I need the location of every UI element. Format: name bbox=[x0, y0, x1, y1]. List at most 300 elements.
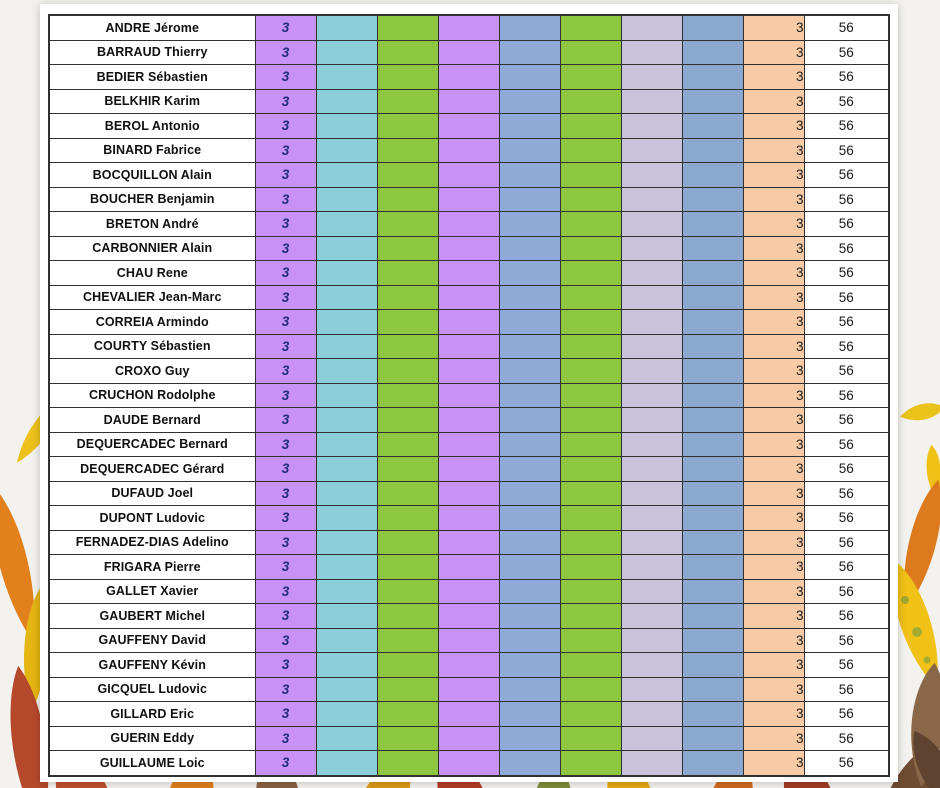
col-blue-2-cell bbox=[682, 15, 743, 40]
col-purple-2-cell bbox=[438, 89, 499, 114]
bonus-cell: 3 bbox=[743, 457, 804, 482]
col-lavender-cell bbox=[621, 457, 682, 482]
col-green-1-cell bbox=[377, 432, 438, 457]
col-purple-2-cell bbox=[438, 432, 499, 457]
total-cell: 56 bbox=[804, 726, 889, 751]
col-blue-2-cell bbox=[682, 677, 743, 702]
col-purple-2-cell bbox=[438, 457, 499, 482]
col-blue-2-cell bbox=[682, 114, 743, 139]
bonus-cell: 3 bbox=[743, 432, 804, 457]
total-cell: 56 bbox=[804, 579, 889, 604]
table-row bbox=[49, 555, 889, 580]
total-cell: 56 bbox=[804, 653, 889, 678]
col-blue-2-cell bbox=[682, 506, 743, 531]
col-blue-2-cell bbox=[682, 40, 743, 65]
name-cell: GUILLAUME Loic bbox=[49, 751, 255, 776]
name-cell: BRETON André bbox=[49, 212, 255, 237]
name-cell: GUERIN Eddy bbox=[49, 726, 255, 751]
col-green-1-cell bbox=[377, 334, 438, 359]
col-green-1-cell bbox=[377, 359, 438, 384]
name-cell: DEQUERCADEC Bernard bbox=[49, 432, 255, 457]
col-blue-1-cell bbox=[499, 751, 560, 776]
col-teal-cell bbox=[316, 530, 377, 555]
total-cell: 56 bbox=[804, 359, 889, 384]
col-teal-cell bbox=[316, 653, 377, 678]
name-cell: DUPONT Ludovic bbox=[49, 506, 255, 531]
col-lavender-cell bbox=[621, 261, 682, 286]
col-green-2-cell bbox=[560, 65, 621, 90]
col-blue-1-cell bbox=[499, 212, 560, 237]
col-green-2-cell bbox=[560, 628, 621, 653]
bonus-cell: 3 bbox=[743, 481, 804, 506]
total-cell: 56 bbox=[804, 163, 889, 188]
total-cell: 56 bbox=[804, 114, 889, 139]
col-blue-1-cell bbox=[499, 383, 560, 408]
col-blue-2-cell bbox=[682, 530, 743, 555]
col-purple-2-cell bbox=[438, 40, 499, 65]
col-blue-1-cell bbox=[499, 432, 560, 457]
points-cell: 3 bbox=[255, 163, 316, 188]
col-blue-1-cell bbox=[499, 555, 560, 580]
col-blue-2-cell bbox=[682, 604, 743, 629]
col-blue-1-cell bbox=[499, 702, 560, 727]
col-teal-cell bbox=[316, 506, 377, 531]
col-green-2-cell bbox=[560, 408, 621, 433]
col-green-1-cell bbox=[377, 89, 438, 114]
col-blue-2-cell bbox=[682, 261, 743, 286]
col-teal-cell bbox=[316, 628, 377, 653]
bonus-cell: 3 bbox=[743, 506, 804, 531]
col-blue-2-cell bbox=[682, 187, 743, 212]
bonus-cell: 3 bbox=[743, 677, 804, 702]
bonus-cell: 3 bbox=[743, 334, 804, 359]
col-purple-2-cell bbox=[438, 677, 499, 702]
col-green-1-cell bbox=[377, 726, 438, 751]
points-cell: 3 bbox=[255, 604, 316, 629]
col-teal-cell bbox=[316, 138, 377, 163]
name-cell: BOUCHER Benjamin bbox=[49, 187, 255, 212]
points-cell: 3 bbox=[255, 432, 316, 457]
col-lavender-cell bbox=[621, 726, 682, 751]
col-blue-1-cell bbox=[499, 653, 560, 678]
col-teal-cell bbox=[316, 261, 377, 286]
total-cell: 56 bbox=[804, 40, 889, 65]
col-lavender-cell bbox=[621, 40, 682, 65]
col-purple-2-cell bbox=[438, 114, 499, 139]
col-blue-1-cell bbox=[499, 15, 560, 40]
total-cell: 56 bbox=[804, 506, 889, 531]
total-cell: 56 bbox=[804, 236, 889, 261]
col-blue-2-cell bbox=[682, 334, 743, 359]
col-blue-2-cell bbox=[682, 457, 743, 482]
name-cell: DEQUERCADEC Gérard bbox=[49, 457, 255, 482]
table-row bbox=[49, 334, 889, 359]
col-lavender-cell bbox=[621, 187, 682, 212]
col-green-1-cell bbox=[377, 285, 438, 310]
col-green-2-cell bbox=[560, 579, 621, 604]
bonus-cell: 3 bbox=[743, 310, 804, 335]
col-green-2-cell bbox=[560, 726, 621, 751]
col-teal-cell bbox=[316, 408, 377, 433]
col-blue-2-cell bbox=[682, 163, 743, 188]
col-blue-2-cell bbox=[682, 285, 743, 310]
col-blue-2-cell bbox=[682, 432, 743, 457]
table-row bbox=[49, 65, 889, 90]
col-purple-2-cell bbox=[438, 530, 499, 555]
col-green-2-cell bbox=[560, 163, 621, 188]
col-teal-cell bbox=[316, 481, 377, 506]
total-cell: 56 bbox=[804, 555, 889, 580]
points-cell: 3 bbox=[255, 726, 316, 751]
points-cell: 3 bbox=[255, 653, 316, 678]
total-cell: 56 bbox=[804, 187, 889, 212]
name-cell: GALLET Xavier bbox=[49, 579, 255, 604]
col-green-1-cell bbox=[377, 653, 438, 678]
total-cell: 56 bbox=[804, 310, 889, 335]
col-green-2-cell bbox=[560, 212, 621, 237]
col-green-2-cell bbox=[560, 261, 621, 286]
col-purple-2-cell bbox=[438, 15, 499, 40]
points-cell: 3 bbox=[255, 212, 316, 237]
col-teal-cell bbox=[316, 751, 377, 776]
name-cell: CHEVALIER Jean-Marc bbox=[49, 285, 255, 310]
bonus-cell: 3 bbox=[743, 187, 804, 212]
col-blue-1-cell bbox=[499, 310, 560, 335]
col-lavender-cell bbox=[621, 285, 682, 310]
bonus-cell: 3 bbox=[743, 408, 804, 433]
table-row bbox=[49, 236, 889, 261]
table-row bbox=[49, 408, 889, 433]
col-green-1-cell bbox=[377, 751, 438, 776]
col-teal-cell bbox=[316, 604, 377, 629]
bonus-cell: 3 bbox=[743, 726, 804, 751]
table-row bbox=[49, 261, 889, 286]
bonus-cell: 3 bbox=[743, 628, 804, 653]
col-lavender-cell bbox=[621, 310, 682, 335]
col-green-2-cell bbox=[560, 236, 621, 261]
col-green-1-cell bbox=[377, 555, 438, 580]
col-blue-2-cell bbox=[682, 89, 743, 114]
col-teal-cell bbox=[316, 359, 377, 384]
points-cell: 3 bbox=[255, 457, 316, 482]
col-purple-2-cell bbox=[438, 481, 499, 506]
col-blue-1-cell bbox=[499, 65, 560, 90]
total-cell: 56 bbox=[804, 481, 889, 506]
col-purple-2-cell bbox=[438, 628, 499, 653]
col-teal-cell bbox=[316, 212, 377, 237]
col-green-2-cell bbox=[560, 334, 621, 359]
col-teal-cell bbox=[316, 40, 377, 65]
col-teal-cell bbox=[316, 285, 377, 310]
col-green-1-cell bbox=[377, 579, 438, 604]
col-lavender-cell bbox=[621, 432, 682, 457]
col-green-1-cell bbox=[377, 702, 438, 727]
col-green-1-cell bbox=[377, 114, 438, 139]
table-row bbox=[49, 40, 889, 65]
col-green-1-cell bbox=[377, 261, 438, 286]
name-cell: BOCQUILLON Alain bbox=[49, 163, 255, 188]
name-cell: BARRAUD Thierry bbox=[49, 40, 255, 65]
col-lavender-cell bbox=[621, 579, 682, 604]
table-row bbox=[49, 457, 889, 482]
col-teal-cell bbox=[316, 702, 377, 727]
points-cell: 3 bbox=[255, 702, 316, 727]
points-cell: 3 bbox=[255, 236, 316, 261]
col-blue-1-cell bbox=[499, 726, 560, 751]
points-cell: 3 bbox=[255, 408, 316, 433]
col-blue-2-cell bbox=[682, 751, 743, 776]
total-cell: 56 bbox=[804, 408, 889, 433]
bonus-cell: 3 bbox=[743, 236, 804, 261]
total-cell: 56 bbox=[804, 261, 889, 286]
table-row bbox=[49, 677, 889, 702]
points-cell: 3 bbox=[255, 89, 316, 114]
col-teal-cell bbox=[316, 726, 377, 751]
col-lavender-cell bbox=[621, 15, 682, 40]
name-cell: COURTY Sébastien bbox=[49, 334, 255, 359]
col-purple-2-cell bbox=[438, 187, 499, 212]
points-cell: 3 bbox=[255, 677, 316, 702]
bonus-cell: 3 bbox=[743, 163, 804, 188]
col-blue-1-cell bbox=[499, 236, 560, 261]
table-row bbox=[49, 359, 889, 384]
points-cell: 3 bbox=[255, 506, 316, 531]
points-cell: 3 bbox=[255, 481, 316, 506]
results-sheet bbox=[40, 4, 898, 782]
col-lavender-cell bbox=[621, 555, 682, 580]
col-lavender-cell bbox=[621, 138, 682, 163]
col-purple-2-cell bbox=[438, 163, 499, 188]
col-blue-1-cell bbox=[499, 579, 560, 604]
table-row bbox=[49, 726, 889, 751]
col-blue-1-cell bbox=[499, 457, 560, 482]
col-green-1-cell bbox=[377, 65, 438, 90]
col-blue-2-cell bbox=[682, 628, 743, 653]
col-lavender-cell bbox=[621, 653, 682, 678]
bonus-cell: 3 bbox=[743, 653, 804, 678]
table-row bbox=[49, 383, 889, 408]
name-cell: DUFAUD Joel bbox=[49, 481, 255, 506]
col-blue-1-cell bbox=[499, 89, 560, 114]
col-blue-1-cell bbox=[499, 506, 560, 531]
name-cell: BEDIER Sébastien bbox=[49, 65, 255, 90]
col-green-2-cell bbox=[560, 89, 621, 114]
col-teal-cell bbox=[316, 15, 377, 40]
name-cell: CARBONNIER Alain bbox=[49, 236, 255, 261]
table-row bbox=[49, 579, 889, 604]
col-green-2-cell bbox=[560, 751, 621, 776]
col-blue-2-cell bbox=[682, 236, 743, 261]
col-green-2-cell bbox=[560, 555, 621, 580]
table-row bbox=[49, 702, 889, 727]
col-blue-2-cell bbox=[682, 481, 743, 506]
table-row bbox=[49, 604, 889, 629]
col-blue-2-cell bbox=[682, 702, 743, 727]
col-lavender-cell bbox=[621, 604, 682, 629]
col-green-2-cell bbox=[560, 481, 621, 506]
col-blue-2-cell bbox=[682, 726, 743, 751]
col-green-1-cell bbox=[377, 163, 438, 188]
points-cell: 3 bbox=[255, 751, 316, 776]
name-cell: BEROL Antonio bbox=[49, 114, 255, 139]
col-lavender-cell bbox=[621, 383, 682, 408]
col-purple-2-cell bbox=[438, 702, 499, 727]
col-green-1-cell bbox=[377, 506, 438, 531]
col-green-2-cell bbox=[560, 285, 621, 310]
col-lavender-cell bbox=[621, 163, 682, 188]
table-row bbox=[49, 114, 889, 139]
table-row bbox=[49, 163, 889, 188]
col-green-1-cell bbox=[377, 212, 438, 237]
points-cell: 3 bbox=[255, 359, 316, 384]
table-row bbox=[49, 310, 889, 335]
total-cell: 56 bbox=[804, 604, 889, 629]
col-blue-2-cell bbox=[682, 310, 743, 335]
col-blue-2-cell bbox=[682, 138, 743, 163]
col-green-2-cell bbox=[560, 138, 621, 163]
total-cell: 56 bbox=[804, 15, 889, 40]
bonus-cell: 3 bbox=[743, 530, 804, 555]
points-cell: 3 bbox=[255, 187, 316, 212]
col-green-1-cell bbox=[377, 530, 438, 555]
col-purple-2-cell bbox=[438, 212, 499, 237]
col-lavender-cell bbox=[621, 212, 682, 237]
total-cell: 56 bbox=[804, 65, 889, 90]
col-blue-1-cell bbox=[499, 114, 560, 139]
col-purple-2-cell bbox=[438, 653, 499, 678]
total-cell: 56 bbox=[804, 628, 889, 653]
col-purple-2-cell bbox=[438, 261, 499, 286]
total-cell: 56 bbox=[804, 285, 889, 310]
name-cell: BINARD Fabrice bbox=[49, 138, 255, 163]
col-blue-2-cell bbox=[682, 653, 743, 678]
col-blue-1-cell bbox=[499, 285, 560, 310]
col-teal-cell bbox=[316, 310, 377, 335]
col-green-2-cell bbox=[560, 653, 621, 678]
bonus-cell: 3 bbox=[743, 89, 804, 114]
bonus-cell: 3 bbox=[743, 261, 804, 286]
col-teal-cell bbox=[316, 89, 377, 114]
col-green-1-cell bbox=[377, 628, 438, 653]
col-blue-2-cell bbox=[682, 212, 743, 237]
col-teal-cell bbox=[316, 163, 377, 188]
col-blue-1-cell bbox=[499, 628, 560, 653]
col-green-2-cell bbox=[560, 530, 621, 555]
col-green-2-cell bbox=[560, 15, 621, 40]
col-purple-2-cell bbox=[438, 236, 499, 261]
col-green-2-cell bbox=[560, 677, 621, 702]
points-cell: 3 bbox=[255, 555, 316, 580]
col-green-1-cell bbox=[377, 383, 438, 408]
col-lavender-cell bbox=[621, 334, 682, 359]
table-row bbox=[49, 628, 889, 653]
points-cell: 3 bbox=[255, 285, 316, 310]
col-purple-2-cell bbox=[438, 138, 499, 163]
col-purple-2-cell bbox=[438, 408, 499, 433]
table-row bbox=[49, 530, 889, 555]
col-lavender-cell bbox=[621, 408, 682, 433]
col-green-2-cell bbox=[560, 702, 621, 727]
table-row bbox=[49, 138, 889, 163]
total-cell: 56 bbox=[804, 212, 889, 237]
col-green-1-cell bbox=[377, 481, 438, 506]
bonus-cell: 3 bbox=[743, 555, 804, 580]
col-green-2-cell bbox=[560, 187, 621, 212]
name-cell: FERNADEZ-DIAS Adelino bbox=[49, 530, 255, 555]
col-lavender-cell bbox=[621, 114, 682, 139]
col-blue-1-cell bbox=[499, 138, 560, 163]
col-teal-cell bbox=[316, 114, 377, 139]
col-purple-2-cell bbox=[438, 751, 499, 776]
col-blue-1-cell bbox=[499, 334, 560, 359]
bonus-cell: 3 bbox=[743, 212, 804, 237]
col-teal-cell bbox=[316, 187, 377, 212]
points-cell: 3 bbox=[255, 310, 316, 335]
col-green-1-cell bbox=[377, 138, 438, 163]
points-cell: 3 bbox=[255, 261, 316, 286]
col-blue-2-cell bbox=[682, 65, 743, 90]
col-purple-2-cell bbox=[438, 506, 499, 531]
bonus-cell: 3 bbox=[743, 383, 804, 408]
col-teal-cell bbox=[316, 432, 377, 457]
col-teal-cell bbox=[316, 383, 377, 408]
col-lavender-cell bbox=[621, 65, 682, 90]
total-cell: 56 bbox=[804, 89, 889, 114]
table-row bbox=[49, 481, 889, 506]
col-teal-cell bbox=[316, 457, 377, 482]
name-cell: ANDRE Jérome bbox=[49, 15, 255, 40]
total-cell: 56 bbox=[804, 751, 889, 776]
col-teal-cell bbox=[316, 555, 377, 580]
table-row bbox=[49, 432, 889, 457]
col-green-2-cell bbox=[560, 604, 621, 629]
col-lavender-cell bbox=[621, 481, 682, 506]
points-cell: 3 bbox=[255, 15, 316, 40]
points-cell: 3 bbox=[255, 383, 316, 408]
name-cell: CROXO Guy bbox=[49, 359, 255, 384]
results-table bbox=[48, 14, 890, 777]
col-blue-1-cell bbox=[499, 40, 560, 65]
col-green-1-cell bbox=[377, 15, 438, 40]
bonus-cell: 3 bbox=[743, 65, 804, 90]
col-lavender-cell bbox=[621, 359, 682, 384]
col-green-2-cell bbox=[560, 432, 621, 457]
name-cell: CHAU Rene bbox=[49, 261, 255, 286]
col-purple-2-cell bbox=[438, 726, 499, 751]
col-green-1-cell bbox=[377, 40, 438, 65]
col-lavender-cell bbox=[621, 530, 682, 555]
table-row bbox=[49, 187, 889, 212]
col-purple-2-cell bbox=[438, 579, 499, 604]
points-cell: 3 bbox=[255, 65, 316, 90]
table-row bbox=[49, 506, 889, 531]
name-cell: BELKHIR Karim bbox=[49, 89, 255, 114]
col-green-1-cell bbox=[377, 187, 438, 212]
col-lavender-cell bbox=[621, 506, 682, 531]
col-blue-1-cell bbox=[499, 187, 560, 212]
col-lavender-cell bbox=[621, 628, 682, 653]
col-blue-1-cell bbox=[499, 481, 560, 506]
col-green-1-cell bbox=[377, 677, 438, 702]
col-blue-2-cell bbox=[682, 555, 743, 580]
name-cell: DAUDE Bernard bbox=[49, 408, 255, 433]
col-lavender-cell bbox=[621, 89, 682, 114]
table-row bbox=[49, 15, 889, 40]
bonus-cell: 3 bbox=[743, 702, 804, 727]
col-blue-1-cell bbox=[499, 530, 560, 555]
total-cell: 56 bbox=[804, 383, 889, 408]
points-cell: 3 bbox=[255, 579, 316, 604]
